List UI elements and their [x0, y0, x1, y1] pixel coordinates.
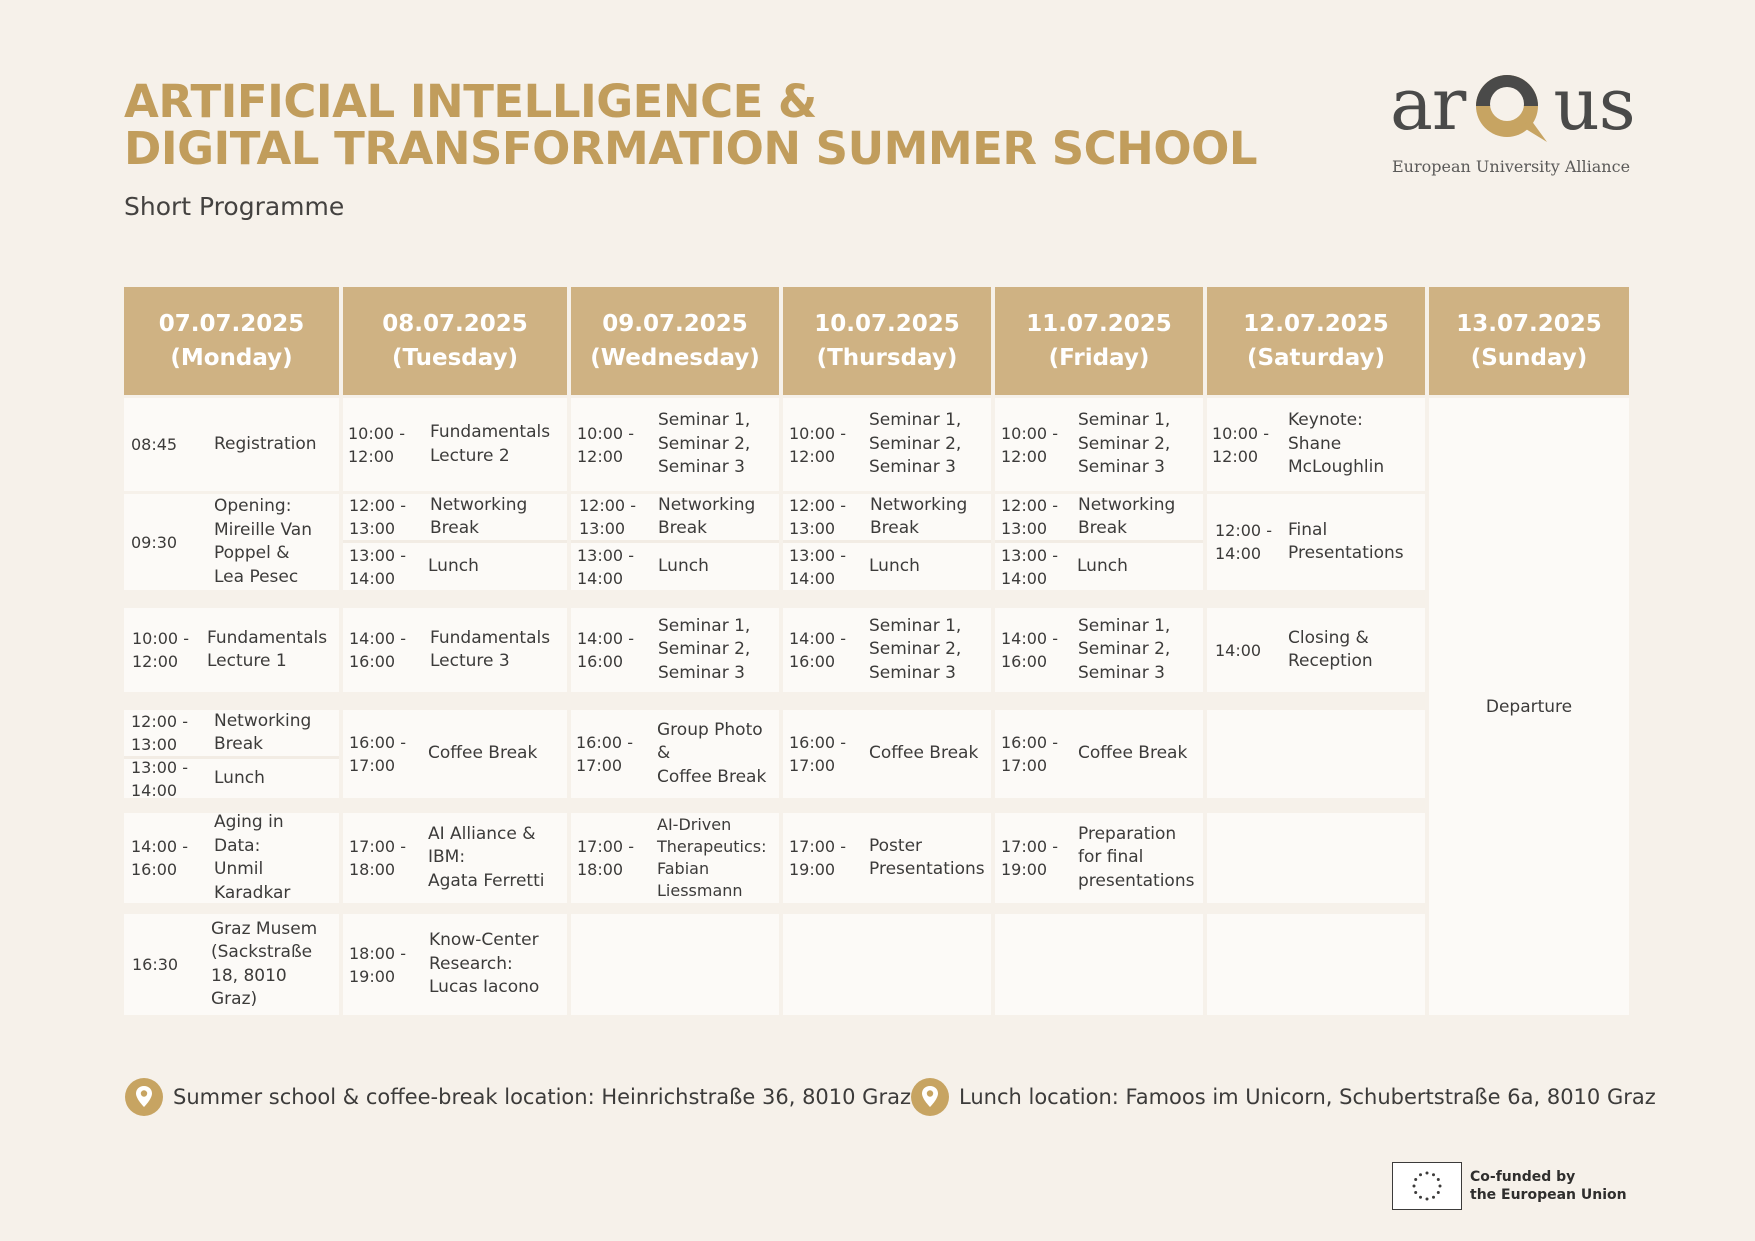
schedule-entry: [783, 710, 991, 798]
day-date: 07.07.2025: [158, 311, 305, 337]
schedule-cell: [783, 608, 991, 692]
day-date: 11.07.2025: [1026, 311, 1172, 337]
departure-entry: [1429, 398, 1629, 1015]
schedule-entry: [124, 914, 339, 1015]
schedule-cell: [124, 710, 339, 798]
entry-title: AI-Driven Therapeutics: Fabian Liessmann: [657, 815, 767, 900]
entry-time: 17:00 - 19:00: [789, 837, 846, 879]
schedule-cell-empty: [783, 914, 991, 1015]
location-summer-school: [125, 1078, 911, 1116]
schedule-cell: [124, 914, 339, 1015]
schedule-entry: [124, 756, 339, 798]
entry-title: Preparation for final presentations: [1078, 823, 1195, 891]
schedule-cell: [995, 494, 1203, 590]
schedule-cell: [571, 813, 779, 903]
schedule-cell: [571, 494, 779, 590]
entry-time: 13:00 - 14:00: [131, 757, 188, 800]
schedule-cell: [571, 710, 779, 798]
schedule-entry: [124, 813, 339, 903]
entry-title: Seminar 1, Seminar 2, Seminar 3: [1078, 615, 1171, 683]
entry-title: Departure: [1485, 696, 1573, 717]
schedule-entry: [783, 813, 991, 903]
arqus-logo: [1390, 62, 1635, 180]
schedule-cell: [995, 813, 1203, 903]
title-line-2: DIGITAL TRANSFORMATION SUMMER SCHOOL: [124, 122, 1258, 175]
day-column-sunday: [1429, 287, 1629, 1015]
entry-title: Fundamentals Lecture 1: [207, 627, 328, 671]
eu-flag-icon: [1392, 1162, 1462, 1210]
entry-title: Lunch: [658, 555, 709, 576]
day-date: 09.07.2025: [602, 311, 748, 337]
schedule-entry: [343, 813, 567, 903]
schedule-cell-empty: [571, 914, 779, 1015]
schedule-entry: [995, 608, 1203, 692]
entry-time: 14:00 - 16:00: [131, 837, 188, 879]
entry-title: AI Alliance & IBM: Agata Ferretti: [428, 823, 545, 891]
schedule-cell: [124, 494, 339, 590]
schedule-entry: [783, 494, 991, 540]
day-column-wednesday: [571, 287, 779, 1015]
schedule-entry: [995, 494, 1203, 540]
entry-time: 12:00 - 14:00: [1215, 521, 1272, 563]
entry-title: Networking Break: [430, 494, 528, 538]
entry-time: 16:30: [132, 955, 179, 974]
entry-title: Fundamentals Lecture 2: [430, 422, 551, 466]
entry-title: Seminar 1, Seminar 2, Seminar 3: [658, 615, 751, 683]
schedule-cell: [1207, 494, 1425, 590]
day-name: (Saturday): [1246, 345, 1386, 371]
day-header: [1429, 287, 1629, 395]
day-name: (Sunday): [1470, 345, 1588, 371]
day-column-saturday: [1207, 287, 1425, 1015]
entry-title: Keynote: Shane McLoughlin: [1288, 410, 1385, 478]
logo-text-before: ar: [1390, 62, 1466, 146]
schedule-entry: [343, 540, 567, 590]
day-date: 08.07.2025: [382, 311, 528, 337]
schedule-cell: [783, 494, 991, 590]
logo-wordmark: [1390, 62, 1635, 146]
entry-time: 16:00 - 17:00: [1001, 733, 1058, 775]
entry-time: 13:00 - 14:00: [577, 545, 634, 588]
entry-time: 17:00 - 18:00: [577, 837, 634, 879]
entry-title: Fundamentals Lecture 3: [430, 627, 551, 671]
schedule-entry: [124, 398, 339, 491]
day-name: (Friday): [1048, 345, 1150, 371]
schedule-cell: [343, 813, 567, 903]
schedule-entry: [995, 710, 1203, 798]
page-title: [124, 75, 1258, 175]
entry-title: Coffee Break: [869, 743, 979, 764]
entry-time: 13:00 - 14:00: [789, 545, 846, 588]
schedule-cell: [343, 398, 567, 491]
entry-title: Lunch: [428, 555, 479, 576]
schedule-entry: [124, 494, 339, 590]
entry-time: 13:00 - 14:00: [1001, 545, 1058, 588]
schedule-cell: [124, 398, 339, 491]
schedule-cell: [571, 398, 779, 491]
schedule-entry: [571, 710, 779, 798]
location-pin-icon: [911, 1078, 949, 1116]
entry-title: Lunch: [1077, 555, 1128, 576]
schedule-entry: [783, 398, 991, 491]
schedule-table: [124, 287, 1629, 1015]
schedule-cell: [995, 608, 1203, 692]
schedule-cell: [995, 398, 1203, 491]
schedule-entry: [995, 540, 1203, 590]
day-header: [1207, 287, 1425, 395]
entry-title: Opening: Mireille Van Poppel & Lea Pesec: [214, 496, 312, 587]
schedule-entry: [343, 608, 567, 692]
eu-stars-icon: [1393, 1163, 1461, 1209]
entry-time: 18:00 - 19:00: [349, 943, 406, 986]
day-date: 10.07.2025: [814, 311, 960, 337]
schedule-entry: [571, 398, 779, 491]
location-text: Lunch location: Famoos im Unicorn, Schubertstraße 6a, 8010 Graz: [959, 1085, 1656, 1109]
day-column-friday: [995, 287, 1203, 1015]
schedule-entry: [571, 494, 779, 540]
schedule-cell-empty: [995, 914, 1203, 1015]
schedule-entry: [783, 608, 991, 692]
schedule-entry: [783, 540, 991, 590]
day-column-tuesday: [343, 287, 567, 1015]
day-name: (Thursday): [816, 345, 958, 371]
entry-title: Lunch: [214, 767, 265, 788]
eu-cofunded-badge: [1392, 1162, 1627, 1210]
entry-time: 12:00 - 13:00: [789, 496, 846, 538]
location-pin-icon: [125, 1078, 163, 1116]
schedule-entry: [1207, 398, 1425, 491]
schedule-entry: [343, 494, 567, 540]
schedule-cell: [343, 608, 567, 692]
location-lunch: [911, 1078, 1656, 1116]
schedule-entry: [1207, 608, 1425, 692]
entry-time: 16:00 - 17:00: [789, 733, 846, 775]
entry-title: Registration: [214, 433, 317, 454]
title-line-1: ARTIFICIAL INTELLIGENCE &: [124, 75, 817, 128]
entry-time: 17:00 - 19:00: [1001, 837, 1058, 879]
logo-tagline: European University Alliance: [1392, 157, 1631, 176]
entry-time: 13:00 - 14:00: [349, 545, 406, 588]
entry-title: Coffee Break: [1078, 743, 1188, 764]
entry-title: Networking Break: [214, 710, 312, 754]
schedule-cell: [343, 914, 567, 1015]
logo-q-icon: [1467, 62, 1551, 146]
entry-time: 12:00 - 13:00: [349, 496, 406, 538]
schedule-cell: [1207, 608, 1425, 692]
entry-title: Networking Break: [1078, 494, 1176, 538]
schedule-entry: [995, 398, 1203, 491]
schedule-entry: [571, 540, 779, 590]
entry-time: 10:00 - 12:00: [789, 423, 846, 466]
entry-time: 10:00 - 12:00: [1212, 423, 1269, 466]
schedule-entry: [343, 914, 567, 1015]
schedule-cell: [783, 813, 991, 903]
entry-title: Know-Center Research: Lucas Iacono: [429, 930, 540, 998]
day-header: [783, 287, 991, 395]
schedule-entry: [124, 608, 339, 692]
entry-title: Networking Break: [870, 494, 968, 538]
schedule-cell: [571, 608, 779, 692]
entry-title: Group Photo & Coffee Break: [657, 719, 767, 787]
day-header: [995, 287, 1203, 395]
entry-time: 10:00 - 12:00: [348, 423, 405, 466]
entry-time: 08:45: [131, 435, 178, 454]
entry-time: 10:00 - 12:00: [1001, 423, 1058, 466]
eu-cofunded-text: Co-funded by the European Union: [1470, 1169, 1627, 1203]
day-column-monday: [124, 287, 339, 1015]
day-name: (Wednesday): [590, 345, 760, 371]
entry-title: Coffee Break: [428, 743, 538, 764]
schedule-cell-empty: [1207, 914, 1425, 1015]
entry-time: 12:00 - 13:00: [1001, 496, 1058, 538]
schedule-cell: [1207, 398, 1425, 491]
schedule-cell: [995, 710, 1203, 798]
entry-title: Closing & Reception: [1288, 627, 1373, 671]
schedule-entry: [343, 710, 567, 798]
entry-time: 14:00 - 16:00: [349, 629, 406, 671]
entry-time: 14:00: [1215, 640, 1262, 660]
schedule-cell-empty: [1207, 813, 1425, 903]
schedule-cell: [783, 398, 991, 491]
schedule-cell: [124, 813, 339, 903]
schedule-entry: [571, 608, 779, 692]
entry-time: 14:00 - 16:00: [789, 629, 846, 671]
entry-title: Poster Presentations: [869, 835, 985, 879]
schedule-entry: [1207, 494, 1425, 590]
entry-title: Seminar 1, Seminar 2, Seminar 3: [869, 410, 962, 478]
entry-time: 09:30: [131, 532, 178, 552]
entry-time: 14:00 - 16:00: [1001, 629, 1058, 671]
schedule-cell-empty: [1207, 710, 1425, 798]
schedule-cell: [124, 608, 339, 692]
day-name: (Monday): [170, 345, 293, 371]
entry-title: Aging in Data: Unmil Karadkar: [214, 812, 291, 903]
page-subtitle: Short Programme: [124, 192, 345, 221]
day-date: 12.07.2025: [1243, 311, 1389, 337]
day-header: [571, 287, 779, 395]
schedule-entry: [343, 398, 567, 491]
schedule-cell: [783, 710, 991, 798]
schedule-cell: [1429, 398, 1629, 1015]
entry-time: 17:00 - 18:00: [349, 837, 406, 879]
entry-title: Networking Break: [658, 494, 756, 538]
schedule-entry: [571, 813, 779, 903]
schedule-entry: [124, 710, 339, 756]
entry-title: Seminar 1, Seminar 2, Seminar 3: [658, 410, 751, 478]
schedule-cell: [343, 710, 567, 798]
entry-time: 12:00 - 13:00: [131, 712, 188, 754]
day-date: 13.07.2025: [1456, 311, 1602, 337]
entry-title: Lunch: [869, 555, 920, 576]
logo-text-after: us: [1553, 62, 1635, 146]
location-text: Summer school & coffee-break location: Heinrichstraße 36, 8010 Graz: [173, 1085, 911, 1109]
entry-time: 14:00 - 16:00: [577, 629, 634, 671]
entry-time: 16:00 - 17:00: [576, 733, 633, 775]
entry-title: Graz Musem (Sackstraße 18, 8010 Graz): [211, 918, 318, 1009]
entry-title: Seminar 1, Seminar 2, Seminar 3: [869, 615, 962, 683]
day-header: [124, 287, 339, 395]
schedule-entry: [995, 813, 1203, 903]
entry-title: Seminar 1, Seminar 2, Seminar 3: [1078, 410, 1171, 478]
day-column-thursday: [783, 287, 991, 1015]
entry-title: Final Presentations: [1288, 519, 1404, 563]
entry-time: 10:00 - 12:00: [577, 423, 634, 466]
day-header: [343, 287, 567, 395]
entry-time: 12:00 - 13:00: [579, 496, 636, 538]
entry-time: 10:00 - 12:00: [132, 629, 189, 671]
day-name: (Tuesday): [391, 345, 519, 371]
entry-time: 16:00 - 17:00: [349, 733, 406, 775]
schedule-cell: [343, 494, 567, 590]
